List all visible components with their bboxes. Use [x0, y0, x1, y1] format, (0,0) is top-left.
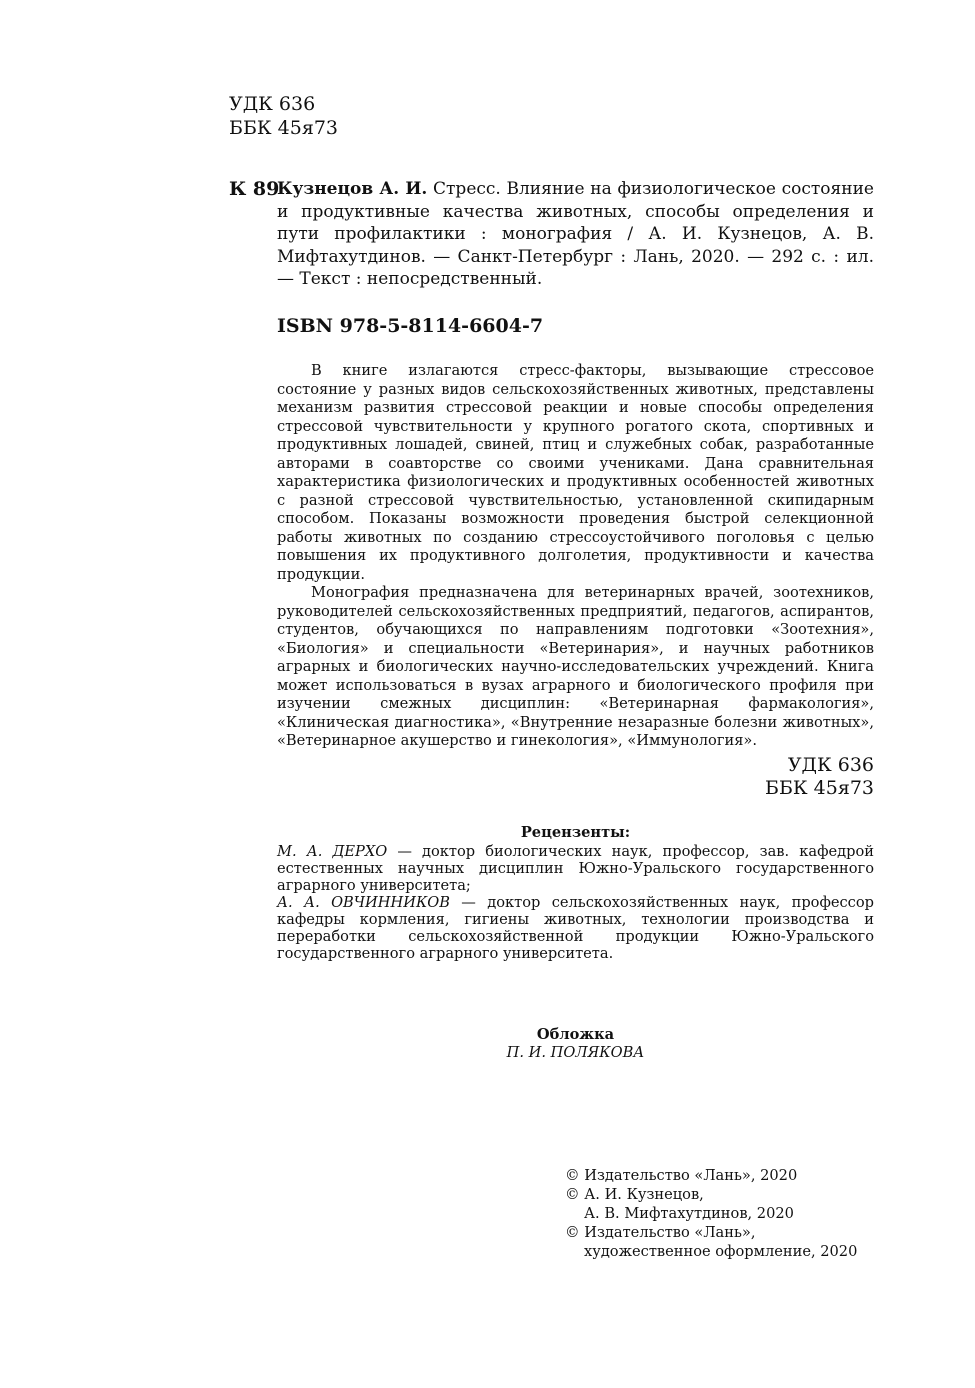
classification-codes-top	[229, 92, 338, 140]
reviewer-entry	[277, 843, 874, 894]
copyright-line: А. В. Мифтахутдинов, 2020	[584, 1205, 794, 1222]
copyright-line: © Издательство «Лань»,	[565, 1224, 756, 1241]
reviewers-list	[277, 843, 874, 962]
copyright-line: © Издательство «Лань», 2020	[565, 1167, 798, 1184]
cover-designer: П. И. ПОЛЯКОВА	[506, 1044, 645, 1061]
classification-codes-bottom	[620, 754, 874, 800]
copyright-line: © А. И. Кузнецов,	[565, 1186, 704, 1203]
reviewer-name: М. А. ДЕРХО	[277, 843, 388, 860]
bibliographic-author: Кузнецов А. И.	[277, 179, 428, 199]
reviewer-details: — доктор биологических наук, профессор, зав. кафедрой естественных научных дисциплин Южно-Уральского государственного аграрного университета;	[277, 843, 874, 894]
annotation	[277, 362, 874, 751]
isbn: ISBN 978-5-8114-6604-7	[277, 315, 544, 337]
udk-code: УДК 636	[229, 93, 316, 115]
author-mark: К 89	[229, 178, 280, 200]
cover-credit	[277, 1026, 874, 1062]
reviewer-name: А. А. ОВЧИННИКОВ	[277, 894, 450, 911]
bibliographic-record	[277, 178, 874, 291]
cover-label: Обложка	[536, 1026, 615, 1043]
bbk-code: ББК 45я73	[229, 117, 339, 139]
bbk-code: ББК 45я73	[764, 777, 874, 799]
bibliographic-description: Стресс. Влияние на физиологическое состояние и продуктивные качества животных, способы определения и пути профилактики : монография / А. И. Кузнецов, А. В. Мифтахутдинов. — Санкт-Петербург : Лань, 2020. — 292 с. : ил. — Текст : непосредственный.	[277, 179, 874, 289]
reviewers-title: Рецензенты:	[520, 824, 631, 841]
reviewer-entry	[277, 894, 874, 962]
copyright-block	[565, 1166, 857, 1261]
copyright-line: художественное оформление, 2020	[584, 1243, 858, 1260]
annotation-paragraph: Монография предназначена для ветеринарных врачей, зоотехников, руководителей сельскохозяйственных предприятий, педагогов, аспирантов, студентов, обучающихся по направлениям подготовки «Зоотехния», «Биология» и специальности «Ветеринария», и научных работников аграрных и биологических научно-исследовательских учреждений. Книга может использоваться в вузах аграрного и биологического профиля при изучении смежных дисциплин: «Ветеринарная фармакология», «Клиническая диагностика», «Внутренние незаразные болезни животных», «Ветеринарное акушерство и гинекология», «Иммунология».	[277, 584, 874, 749]
udk-code: УДК 636	[787, 754, 874, 776]
annotation-paragraph: В книге излагаются стресс-факторы, вызывающие стрессовое состояние у разных видов сельскохозяйственных животных, представлены механизм развития стрессовой реакции и новые способы определения стрессовой чувствительности у крупного рогатого скота, спортивных и продуктивных лошадей, свиней, птиц и служебных собак, разработанные авторами в соавторстве со своими учениками. Дана сравнительная характеристика физиологических и продуктивных особенностей животных с разной стрессовой чувствительностью, установленной скипидарным способом. Показаны возможности проведения быстрой селекционной работы животных по созданию стрессоустойчивого поголовья с целью повышения их продуктивного долголетия, продуктивности и качества продукции.	[277, 362, 874, 583]
reviewer-details: — доктор сельскохозяйственных наук, профессор кафедры кормления, гигиены животных, технологии производства и переработки сельскохозяйственной продукции Южно-Уральского государственного аграрного университета.	[277, 894, 874, 962]
